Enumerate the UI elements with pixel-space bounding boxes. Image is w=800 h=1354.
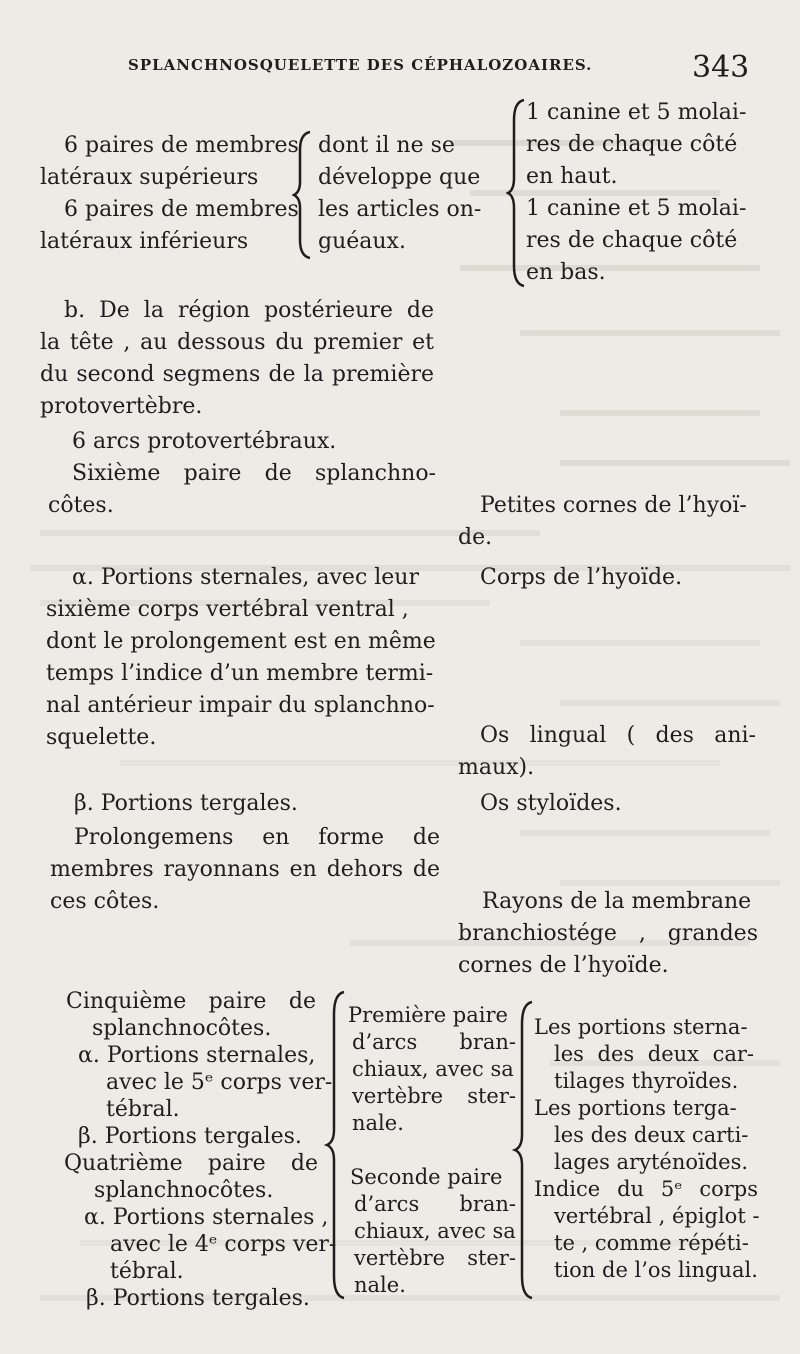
top-col1-line: 6 paires de membres xyxy=(64,197,299,222)
top-col3-line: en bas. xyxy=(526,260,606,285)
rayons-line: Rayons de la membrane xyxy=(482,889,752,914)
bottom-middle2-line: chiaux, avec sa xyxy=(354,1219,516,1243)
bottom-right-line: Les portions terga- xyxy=(534,1096,737,1120)
bottom-right-line: vertébral , épiglot - xyxy=(554,1204,760,1228)
alpha-line: nal antérieur impair du splanchno- xyxy=(46,693,435,718)
lingual-line: Os lingual ( des ani- xyxy=(480,723,756,748)
bottom-left-line: Quatrième paire de xyxy=(64,1151,318,1176)
bottom-left-line: α. Portions sternales, xyxy=(78,1043,316,1068)
lingual-line: maux). xyxy=(458,755,535,780)
rayons-line: branchiostége , grandes xyxy=(458,921,758,946)
prolongemens-line: Prolongemens en forme de xyxy=(74,825,440,850)
section-b-line: b. De la région postérieure de xyxy=(64,298,434,323)
bottom-right-line: tion de l’os lingual. xyxy=(554,1258,758,1282)
right-brace-bottom xyxy=(512,1000,536,1300)
section-b-line: du second segmens de la première xyxy=(40,362,434,387)
bottom-left-line: tébral. xyxy=(110,1259,184,1284)
bottom-middle2-line: Seconde paire xyxy=(350,1165,503,1189)
petites-line: Petites cornes de l’hyoï- xyxy=(480,493,747,518)
alpha-line: sixième corps vertébral ventral , xyxy=(46,597,409,622)
bottom-middle1-line: chiaux, avec sa xyxy=(352,1057,514,1081)
petites-line: de. xyxy=(458,525,493,550)
top-col2-line: les articles on- xyxy=(318,197,482,222)
bottom-middle1-line: d’arcs bran- xyxy=(352,1030,516,1054)
bottom-right-line: les des deux carti- xyxy=(554,1123,749,1147)
prolongemens-line: membres rayonnans en dehors de xyxy=(50,857,440,882)
arcs-line: 6 arcs protovertébraux. xyxy=(72,429,337,454)
bottom-middle2-line: nale. xyxy=(354,1273,406,1297)
section-b-line: la tête , au dessous du premier et xyxy=(40,330,434,355)
alpha-line: dont le prolongement est en même xyxy=(46,629,436,654)
top-col3-line: en haut. xyxy=(526,164,618,189)
bottom-left-line: α. Portions sternales , xyxy=(84,1205,329,1230)
bottom-middle2-line: d’arcs bran- xyxy=(354,1192,516,1216)
top-col3-line: 1 canine et 5 molai- xyxy=(526,196,747,221)
top-col3-line: res de chaque côté xyxy=(526,132,738,157)
alpha-line: squelette. xyxy=(46,725,157,750)
top-col2-line: développe que xyxy=(318,165,481,190)
bottom-middle1-line: vertèbre ster- xyxy=(352,1084,516,1108)
bottom-right-line: tilages thyroïdes. xyxy=(554,1069,739,1093)
bottom-middle1-line: nale. xyxy=(352,1111,404,1135)
corps-line: Corps de l’hyoïde. xyxy=(480,565,683,590)
top-col1-line: latéraux inférieurs xyxy=(40,229,249,254)
bottom-left-line: β. Portions tergales. xyxy=(78,1124,302,1149)
bottom-left-line: Cinquième paire de xyxy=(66,989,316,1014)
bottom-left-line: β. Portions tergales. xyxy=(86,1286,310,1311)
left-brace-bottom xyxy=(324,990,348,1300)
right-brace-top xyxy=(506,98,528,288)
sixieme-line: Sixième paire de splanchno- xyxy=(72,461,436,486)
bottom-left-line: avec le 5ᵉ corps ver- xyxy=(106,1070,333,1095)
page-number: 343 xyxy=(692,50,750,85)
running-title: SPLANCHNOSQUELETTE DES CÉPHALOZOAIRES. xyxy=(128,56,593,74)
top-col3-line: 1 canine et 5 molai- xyxy=(526,100,747,125)
bottom-middle1-line: Première paire xyxy=(348,1003,508,1027)
bottom-right-line: lages aryténoïdes. xyxy=(554,1150,749,1174)
alpha-line: temps l’indice d’un membre termi- xyxy=(46,661,434,686)
sixieme-line: côtes. xyxy=(48,493,114,518)
bottom-left-line: tébral. xyxy=(106,1097,180,1122)
styloides-line: Os styloïdes. xyxy=(480,791,622,816)
left-brace-top xyxy=(292,130,314,260)
bottom-right-line: te , comme répéti- xyxy=(554,1231,749,1255)
bottom-left-line: splanchnocôtes. xyxy=(92,1016,272,1041)
top-col1-line: latéraux supérieurs xyxy=(40,165,259,190)
bottom-right-line: Indice du 5ᵉ corps xyxy=(534,1177,758,1201)
alpha-line: α. Portions sternales, avec leur xyxy=(72,565,419,590)
prolongemens-line: ces côtes. xyxy=(50,889,160,914)
bottom-middle2-line: vertèbre ster- xyxy=(354,1246,516,1270)
top-col3-line: res de chaque côté xyxy=(526,228,738,253)
bottom-left-line: avec le 4ᵉ corps ver- xyxy=(110,1232,337,1257)
bottom-left-line: splanchnocôtes. xyxy=(94,1178,274,1203)
rayons-line: cornes de l’hyoïde. xyxy=(458,953,669,978)
top-col2-line: dont il ne se xyxy=(318,133,455,158)
top-col1-line: 6 paires de membres xyxy=(64,133,299,158)
bottom-right-line: les des deux car- xyxy=(554,1042,754,1066)
section-b-line: protovertèbre. xyxy=(40,394,203,419)
beta-line: β. Portions tergales. xyxy=(74,791,298,816)
bottom-right-line: Les portions sterna- xyxy=(534,1015,748,1039)
top-col2-line: guéaux. xyxy=(318,229,406,254)
